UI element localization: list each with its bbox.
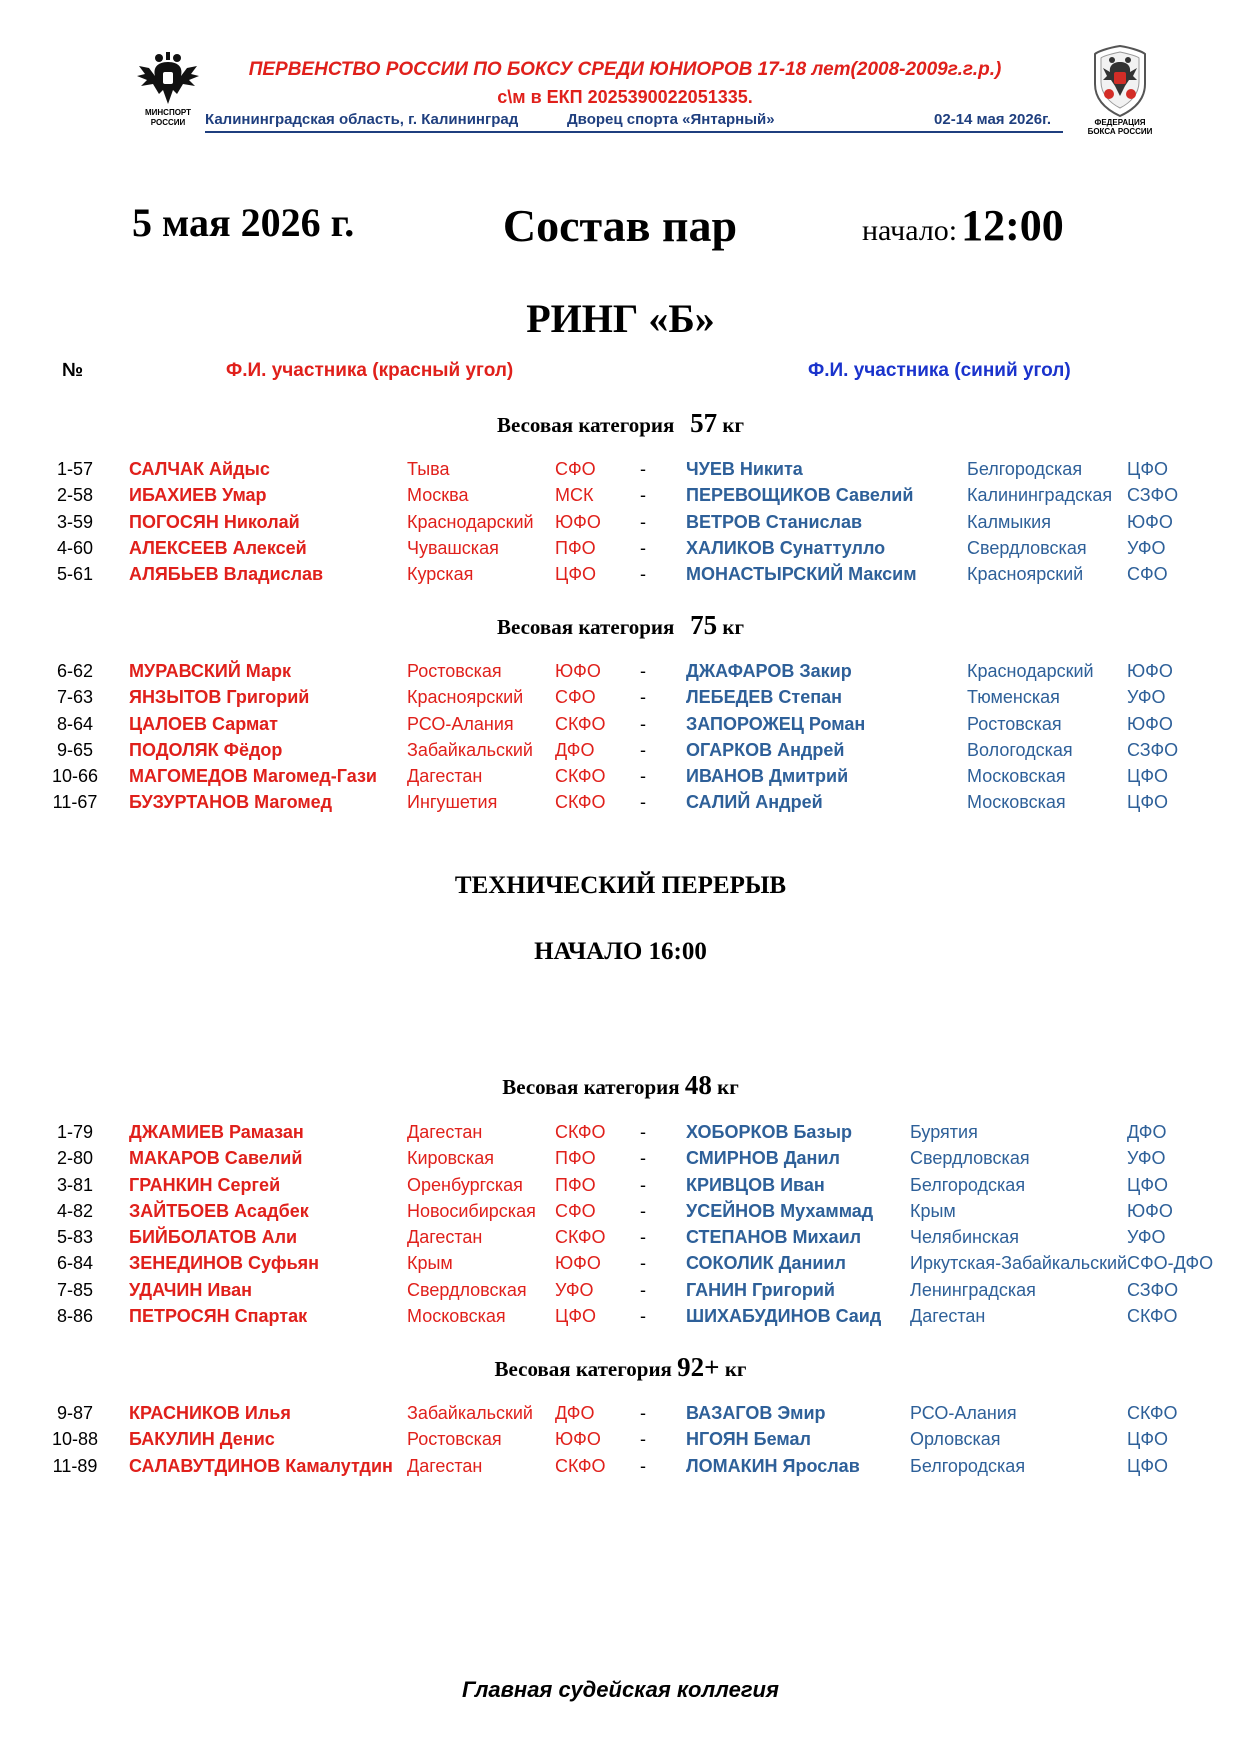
weight-category-heading	[0, 610, 1241, 641]
red-corner-name: ПЕТРОСЯН Спартак	[129, 1305, 308, 1326]
bout-separator: -	[640, 687, 646, 708]
blue-corner-district: ЦФО	[1127, 1455, 1169, 1476]
bout-number: 7-63	[56, 687, 94, 708]
blue-corner-name: ХОБОРКОВ Базыр	[686, 1122, 852, 1142]
category-unit: кг	[722, 413, 744, 437]
red-corner-district: ДФО	[555, 739, 595, 760]
red-corner-region: Чувашская	[407, 537, 499, 558]
red-corner-region: Новосибирская	[407, 1200, 536, 1221]
event-location: Калининградская область, г. Калининград	[205, 111, 519, 128]
red-corner-district: СФО	[555, 459, 596, 479]
bout-row	[0, 658, 1241, 684]
blue-corner-name: ЛОМАКИН Ярослав	[686, 1455, 860, 1476]
red-corner-name: АЛЯБЬЕВ Владислав	[129, 564, 324, 584]
bout-date: 5 мая 2026 г.	[132, 200, 355, 245]
bout-number: 5-83	[56, 1227, 94, 1247]
bout-separator: -	[640, 661, 646, 681]
red-corner-region: Свердловская	[407, 1279, 527, 1300]
bout-number: 3-81	[56, 1174, 94, 1195]
blue-corner-region: Орловская	[910, 1429, 1001, 1450]
bout-row	[0, 1250, 1241, 1276]
category-unit: кг	[722, 615, 744, 639]
blue-corner-region: Иркутская-Забайкальский	[910, 1253, 1128, 1274]
logo-caption-line: БОКСА РОССИИ	[1087, 127, 1153, 136]
bout-number: 4-60	[56, 537, 94, 558]
bout-row	[0, 1303, 1241, 1329]
red-corner-district: ЦФО	[555, 564, 597, 584]
blue-corner-district: ЦФО	[1127, 1429, 1169, 1450]
red-corner-name: МАКАРОВ Савелий	[129, 1148, 303, 1169]
bout-row	[0, 1119, 1241, 1145]
red-corner-district: СКФО	[555, 713, 606, 734]
blue-corner-region: Белгородская	[910, 1455, 1026, 1476]
red-corner-district: ДФО	[555, 1403, 595, 1423]
category-unit: кг	[724, 1357, 747, 1381]
red-corner-district: МСК	[555, 485, 594, 506]
red-corner-region: Дагестан	[407, 1455, 483, 1476]
blue-corner-district: УФО	[1127, 1148, 1166, 1169]
red-corner-district: СФО	[555, 687, 596, 708]
blue-corner-region: Бурятия	[910, 1122, 978, 1142]
blue-corner-region: Краснодарский	[967, 661, 1094, 681]
red-corner-district: ПФО	[555, 1148, 596, 1169]
red-corner-district: ЮФО	[555, 1253, 601, 1274]
red-corner-name: БАКУЛИН Денис	[129, 1429, 275, 1450]
category-label: Весовая категория	[494, 1357, 672, 1381]
red-corner-district: ЦФО	[555, 1305, 597, 1326]
blue-corner-region: Крым	[910, 1200, 956, 1221]
blue-corner-region: Вологодская	[967, 739, 1073, 760]
red-corner-name: ЗЕНЕДИНОВ Суфьян	[129, 1253, 320, 1274]
start-time	[862, 200, 1064, 251]
bout-separator: -	[640, 511, 646, 532]
logo-caption-line: МИНСПОРТ	[144, 108, 192, 117]
blue-corner-name: ЗАПОРОЖЕЦ Роман	[686, 713, 866, 734]
blue-corner-name: ДЖАФАРОВ Закир	[686, 661, 852, 681]
column-number-header: №	[62, 360, 84, 381]
weight-category-heading	[0, 408, 1241, 439]
boxing-federation-caption	[1080, 118, 1160, 136]
bout-number: 8-64	[56, 713, 94, 734]
bout-row	[0, 763, 1241, 789]
blue-corner-name: СОКОЛИК Даниил	[686, 1253, 846, 1274]
red-corner-district: СКФО	[555, 766, 606, 786]
bout-separator: -	[640, 1253, 646, 1274]
blue-corner-name: КРИВЦОВ Иван	[686, 1174, 825, 1195]
bout-separator: -	[640, 1200, 646, 1221]
category-label: Весовая категория	[496, 615, 675, 639]
blue-corner-district: СКФО	[1127, 1403, 1178, 1423]
blue-corner-region: Московская	[967, 766, 1066, 786]
bout-separator: -	[640, 564, 646, 584]
category-label: Весовая категория	[502, 1075, 680, 1099]
bout-separator: -	[640, 485, 646, 506]
red-corner-name: МАГОМЕДОВ Магомед-Гази	[129, 766, 377, 786]
red-corner-name: ГРАНКИН Сергей	[129, 1174, 281, 1195]
red-corner-name: САЛЧАК Айдыс	[129, 459, 270, 479]
blue-corner-district: ДФО	[1127, 1122, 1167, 1142]
blue-corner-name: МОНАСТЫРСКИЙ Максим	[686, 564, 917, 584]
red-corner-region: РСО-Алания	[407, 713, 514, 734]
bout-separator: -	[640, 537, 646, 558]
blue-corner-district: УФО	[1127, 537, 1166, 558]
bout-row	[0, 561, 1241, 587]
red-corner-region: Оренбургская	[407, 1174, 523, 1195]
red-corner-region: Ростовская	[407, 661, 502, 681]
red-corner-district: ПФО	[555, 537, 596, 558]
red-corner-region: Забайкальский	[407, 739, 533, 760]
bout-row	[0, 509, 1241, 535]
bout-separator: -	[640, 1227, 646, 1247]
bout-separator: -	[640, 1429, 646, 1450]
blue-corner-name: ПЕРЕВОЩИКОВ Савелий	[686, 485, 914, 506]
red-corner-region: Красноярский	[407, 687, 524, 708]
blue-corner-region: Московская	[967, 792, 1066, 813]
bout-number: 11-89	[52, 1455, 98, 1476]
red-corner-district: СКФО	[555, 792, 606, 813]
championship-registry-number: с\м в ЕКП 2025390022051335.	[497, 87, 753, 107]
bout-number: 4-82	[56, 1200, 94, 1221]
column-blue-corner-header: Ф.И. участника (синий угол)	[808, 360, 1071, 381]
bout-number: 6-84	[56, 1253, 94, 1274]
technical-break-start: НАЧАЛО 16:00	[534, 938, 707, 965]
blue-corner-region: РСО-Алания	[910, 1403, 1017, 1423]
blue-corner-name: САЛИЙ Андрей	[686, 792, 823, 813]
bout-number: 8-86	[56, 1305, 94, 1326]
bout-number: 2-80	[56, 1148, 94, 1169]
blue-corner-district: ЮФО	[1127, 1200, 1173, 1221]
blue-corner-district: ЮФО	[1127, 713, 1173, 734]
blue-corner-district: ЮФО	[1127, 511, 1173, 532]
blue-corner-name: ЧУЕВ Никита	[686, 459, 803, 479]
bout-number: 2-58	[56, 485, 94, 506]
blue-corner-name: ГАНИН Григорий	[686, 1279, 835, 1300]
blue-corner-district: УФО	[1127, 687, 1166, 708]
red-corner-name: АЛЕКСЕЕВ Алексей	[129, 537, 307, 558]
red-corner-district: ЮФО	[555, 1429, 601, 1450]
start-time-value: 12:00	[961, 201, 1064, 250]
blue-corner-district: СФО-ДФО	[1127, 1253, 1214, 1274]
bout-row	[0, 1400, 1241, 1426]
bout-separator: -	[640, 1174, 646, 1195]
red-corner-region: Ростовская	[407, 1429, 502, 1450]
red-corner-name: ИБАХИЕВ Умар	[129, 485, 267, 506]
event-dates: 02-14 мая 2026г.	[934, 111, 1051, 128]
bout-row	[0, 535, 1241, 561]
red-corner-district: СФО	[555, 1200, 596, 1221]
blue-corner-district: ЦФО	[1127, 1174, 1169, 1195]
red-corner-name: БИЙБОЛАТОВ Али	[129, 1227, 298, 1247]
red-corner-region: Ингушетия	[407, 792, 498, 813]
bout-row	[0, 1453, 1241, 1479]
red-corner-name: ЗАЙТБОЕВ Асадбек	[129, 1200, 309, 1221]
weight-category-heading	[0, 1352, 1241, 1383]
blue-corner-name: ВАЗАГОВ Эмир	[686, 1403, 826, 1423]
bout-number: 10-88	[51, 1429, 99, 1450]
category-unit: кг	[717, 1075, 739, 1099]
chief-judges-signature: Главная судейская коллегия	[462, 1677, 779, 1702]
boxing-federation-logo	[1080, 44, 1160, 136]
red-corner-name: ДЖАМИЕВ Рамазан	[129, 1122, 304, 1142]
red-corner-region: Крым	[407, 1253, 453, 1274]
red-corner-name: ПОГОСЯН Николай	[129, 511, 300, 532]
bout-separator: -	[640, 792, 646, 813]
bout-row	[0, 789, 1241, 815]
bout-number: 11-67	[52, 792, 98, 813]
red-corner-district: ЮФО	[555, 511, 601, 532]
bout-separator: -	[640, 1305, 646, 1326]
red-corner-region: Дагестан	[407, 766, 483, 786]
red-corner-district: УФО	[555, 1279, 594, 1300]
bout-number: 10-66	[51, 766, 99, 786]
category-weight: 57	[690, 408, 718, 438]
bout-number: 6-62	[56, 661, 94, 681]
logo-caption-line: ФЕДЕРАЦИЯ	[1094, 118, 1146, 127]
bout-row	[0, 684, 1241, 710]
bout-row	[0, 711, 1241, 737]
blue-corner-district: СЗФО	[1127, 485, 1179, 506]
red-corner-district: ЮФО	[555, 661, 601, 681]
event-venue: Дворец спорта «Янтарный»	[567, 111, 775, 128]
category-weight: 48	[684, 1070, 712, 1100]
bout-row	[0, 1145, 1241, 1171]
blue-corner-district: ЦФО	[1127, 459, 1169, 479]
blue-corner-region: Белгородская	[910, 1174, 1026, 1195]
bout-number: 1-79	[56, 1122, 94, 1142]
red-corner-name: ЦАЛОЕВ Сармат	[129, 713, 278, 734]
bout-number: 7-85	[56, 1279, 94, 1300]
blue-corner-region: Красноярский	[967, 564, 1084, 584]
red-corner-name: УДАЧИН Иван	[129, 1279, 252, 1300]
blue-corner-name: ОГАРКОВ Андрей	[686, 739, 845, 760]
bout-row	[0, 456, 1241, 482]
red-corner-name: САЛАВУТДИНОВ Камалутдин	[129, 1455, 393, 1476]
technical-break-title: ТЕХНИЧЕСКИЙ ПЕРЕРЫВ	[454, 872, 787, 899]
bout-number: 9-87	[56, 1403, 94, 1423]
red-corner-region: Москва	[407, 485, 469, 506]
red-corner-district: СКФО	[555, 1122, 606, 1142]
page-title: Состав пар	[502, 200, 738, 251]
blue-corner-region: Дагестан	[910, 1305, 986, 1326]
red-corner-district: ПФО	[555, 1174, 596, 1195]
blue-corner-region: Тюменская	[967, 687, 1060, 708]
championship-title: ПЕРВЕНСТВО РОССИИ ПО БОКСУ СРЕДИ ЮНИОРОВ 17-18 лет(2008-2009г.г.р.)	[248, 59, 1002, 80]
logo-caption-line: РОССИИ	[150, 118, 186, 127]
blue-corner-district: ЮФО	[1127, 661, 1173, 681]
bout-row	[0, 1277, 1241, 1303]
bout-row	[0, 482, 1241, 508]
bout-separator: -	[640, 1279, 646, 1300]
minsport-logo-caption	[132, 108, 204, 128]
bout-row	[0, 1426, 1241, 1452]
blue-corner-region: Калининградская	[967, 485, 1113, 506]
red-corner-region: Московская	[407, 1305, 506, 1326]
category-weight: 75	[690, 610, 718, 640]
blue-corner-district: СФО	[1127, 564, 1168, 584]
bout-separator: -	[640, 459, 646, 479]
bout-separator: -	[640, 766, 646, 786]
bout-separator: -	[640, 1455, 646, 1476]
red-corner-region: Дагестан	[407, 1122, 483, 1142]
red-corner-region: Тыва	[407, 459, 450, 479]
bout-row	[0, 737, 1241, 763]
blue-corner-region: Ростовская	[967, 713, 1062, 734]
bout-row	[0, 1172, 1241, 1198]
event-info-line	[205, 110, 1063, 133]
red-corner-name: КРАСНИКОВ Илья	[129, 1403, 291, 1423]
bout-separator: -	[640, 1403, 646, 1423]
blue-corner-district: СКФО	[1127, 1305, 1178, 1326]
bout-separator: -	[640, 713, 646, 734]
bout-separator: -	[640, 739, 646, 760]
red-corner-district: СКФО	[555, 1227, 606, 1247]
bout-row	[0, 1224, 1241, 1250]
blue-corner-region: Ленинградская	[910, 1279, 1036, 1300]
blue-corner-region: Свердловская	[910, 1148, 1030, 1169]
bout-row	[0, 1198, 1241, 1224]
blue-corner-district: УФО	[1127, 1227, 1166, 1247]
category-weight: 92+	[677, 1352, 720, 1382]
blue-corner-name: СМИРНОВ Данил	[686, 1148, 840, 1169]
blue-corner-region: Белгородская	[967, 459, 1083, 479]
blue-corner-district: ЦФО	[1127, 766, 1169, 786]
blue-corner-name: СТЕПАНОВ Михаил	[686, 1227, 862, 1247]
red-corner-name: БУЗУРТАНОВ Магомед	[129, 792, 333, 813]
blue-corner-name: ИВАНОВ Дмитрий	[686, 766, 849, 786]
red-corner-region: Курская	[407, 564, 474, 584]
blue-corner-name: УСЕЙНОВ Мухаммад	[686, 1200, 874, 1221]
red-corner-region: Забайкальский	[407, 1403, 533, 1423]
red-corner-name: ПОДОЛЯК Фёдор	[129, 739, 283, 760]
start-time-label: начало:	[862, 214, 958, 247]
red-corner-name: ЯНЗЫТОВ Григорий	[129, 687, 310, 708]
blue-corner-district: ЦФО	[1127, 792, 1169, 813]
red-corner-district: СКФО	[555, 1455, 606, 1476]
red-corner-region: Кировская	[407, 1148, 494, 1169]
weight-category-heading	[0, 1070, 1241, 1101]
blue-corner-name: ШИХАБУДИНОВ Саид	[686, 1305, 882, 1326]
bout-number: 1-57	[56, 459, 94, 479]
blue-corner-name: ХАЛИКОВ Сунаттулло	[686, 537, 886, 558]
blue-corner-name: ВЕТРОВ Станислав	[686, 511, 863, 532]
blue-corner-district: СЗФО	[1127, 739, 1179, 760]
blue-corner-district: СЗФО	[1127, 1279, 1179, 1300]
bout-separator: -	[640, 1148, 646, 1169]
red-corner-name: МУРАВСКИЙ Марк	[129, 661, 292, 681]
bout-number: 5-61	[56, 564, 94, 584]
blue-corner-name: НГОЯН Бемал	[686, 1429, 811, 1450]
blue-corner-name: ЛЕБЕДЕВ Степан	[686, 687, 842, 708]
bout-number: 3-59	[56, 511, 94, 532]
boxing-federation-emblem-icon	[1089, 44, 1151, 118]
blue-corner-region: Челябинская	[910, 1227, 1019, 1247]
bout-number: 9-65	[56, 739, 94, 760]
category-label: Весовая категория	[496, 413, 675, 437]
ring-title: РИНГ «Б»	[526, 296, 715, 341]
red-corner-region: Краснодарский	[407, 511, 534, 532]
bout-separator: -	[640, 1122, 646, 1142]
column-red-corner-header: Ф.И. участника (красный угол)	[226, 360, 514, 381]
blue-corner-region: Калмыкия	[967, 511, 1051, 532]
red-corner-region: Дагестан	[407, 1227, 483, 1247]
blue-corner-region: Свердловская	[967, 537, 1087, 558]
